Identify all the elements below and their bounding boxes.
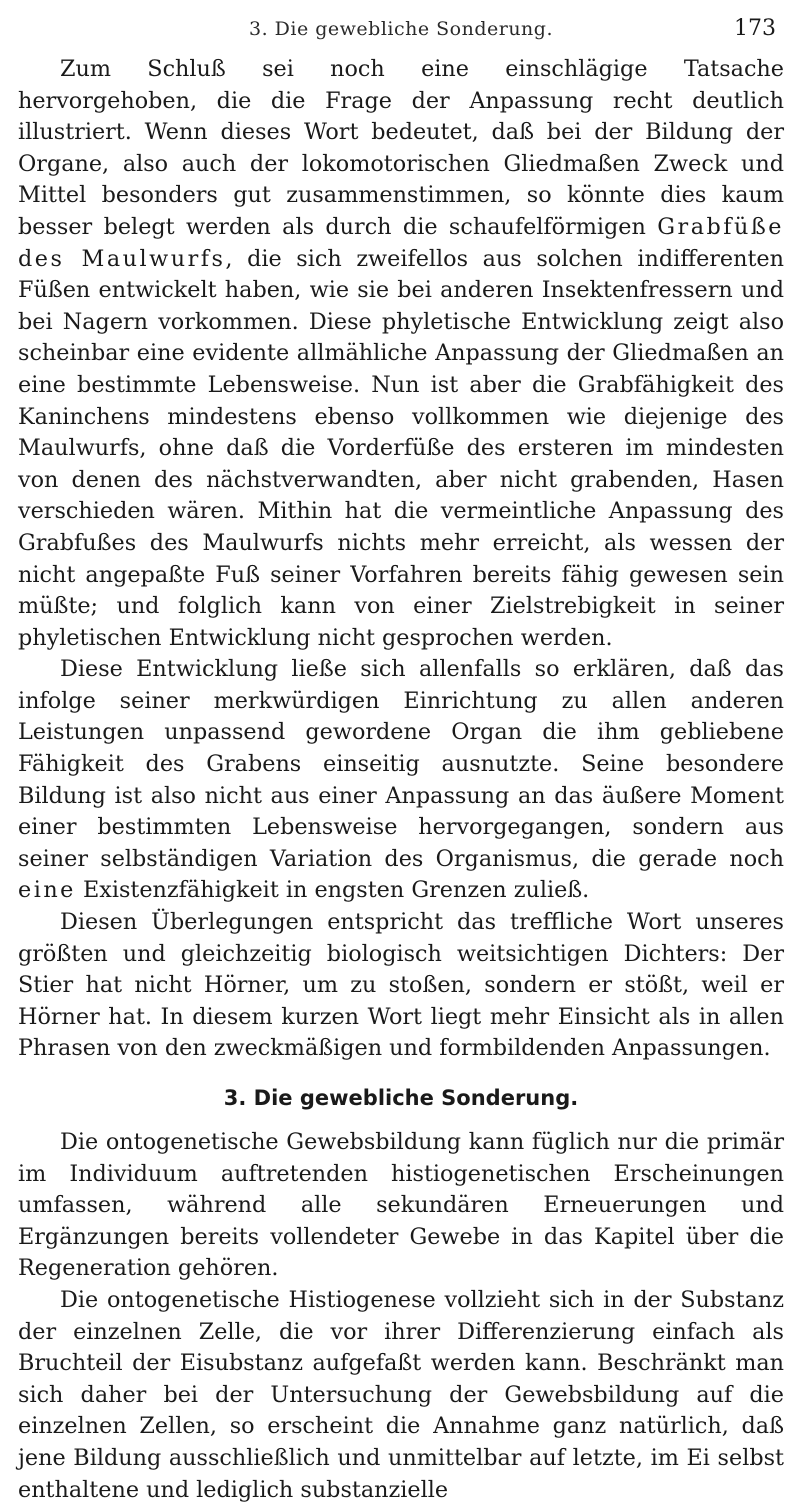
text-segment: Die ontogenetische Histiogenese vollzieht sich in der Substanz der einzelnen Zelle, die vor ihrer Differenzierung einfach als Bruchteil der Eisubstanz aufgefaßt werden kann. Beschränkt man sich daher bei der Untersuchung der Gewebsbildung auf die einzelnen Zellen, so erscheint die Annahme ganz natürlich, daß jene Bildung ausschließlich und unmittelbar auf letzte, im Ei selbst enthaltene und lediglich substanzielle xyxy=(18,1286,784,1503)
text-segment: Die ontogenetische Gewebsbildung kann füglich nur die primär im Individuum auftretenden histiogenetischen Erscheinungen umfassen, während alle sekundären Erneuerungen und Ergänzungen bereits vollendeter Gewebe in das Kapitel über die Regeneration gehören. xyxy=(18,1129,784,1282)
running-header xyxy=(18,14,784,54)
book-page xyxy=(18,14,784,1503)
text-segment: Zum Schluß sei noch eine einschlägige Tatsache hervorgehoben, die die Frage der Anpassung recht deutlich illustriert. Wenn dieses Wort bedeutet, daß bei der Bildung der Organe, also auch der lokomotorischen Gliedmaßen Zweck und Mittel besonders gut zusammenstimmen, so könnte dies kaum besser belegt werden als durch die schaufelförmigen xyxy=(18,56,784,240)
emphasized-text: Grabfüße des Maulwurfs xyxy=(18,213,784,272)
paragraph xyxy=(18,907,784,1065)
running-title: 3. Die gewebliche Sonderung. xyxy=(248,18,553,40)
section-heading: 3. Die gewebliche Sonderung. xyxy=(223,1086,579,1110)
emphasized-text: eine xyxy=(18,877,76,904)
text-segment: Diesen Überlegungen entspricht das treffliche Wort unseres größten und gleichzeitig biologisch weitsichtigen Dichters: Der Stier hat nicht Hörner, um zu stoßen, sondern er stößt, weil er Hörner hat. In diesem kurzen Wort liegt mehr Einsicht als in allen Phrasen von den zweckmäßigen und formbildenden Anpassungen. xyxy=(18,909,784,1062)
text-segment: Diese Entwicklung ließe sich allenfalls so erklären, daß das infolge seiner merkwürdigen Einrichtung zu allen anderen Leistungen unpassend gewordene Organ die ihm gebliebene Fähigkeit des Grabens einseitig ausnutzte. Seine besondere Bildung ist also nicht aus einer Anpassung an das äußere Moment einer bestimmten Lebensweise hervorgegangen, sondern aus seiner selbständigen Variation des Organismus, die gerade noch xyxy=(18,656,784,872)
page-number: 173 xyxy=(734,16,776,41)
body-text-after-section xyxy=(18,1127,784,1506)
paragraph xyxy=(18,1127,784,1285)
paragraph xyxy=(18,54,784,654)
paragraph xyxy=(18,1285,784,1506)
body-text-before-section xyxy=(18,54,784,1065)
text-segment: , die sich zweifellos aus solchen indifferenten Füßen entwickelt haben, wie sie bei anderen Insektenfressern und bei Nagern vorkommen. Diese phyletische Entwicklung zeigt also scheinbar eine evidente allmähliche Anpassung der Gliedmaßen an eine bestimmte Lebensweise. Nun ist aber die Grabfähigkeit des Kaninchens mindestens ebenso vollkommen wie diejenige des Maulwurfs, ohne daß die Vorderfüße des ersteren im mindesten von denen des nächstverwandten, aber nicht grabenden, Hasen verschieden wären. Mithin hat die vermeintliche Anpassung des Grabfußes des Maulwurfs nichts mehr erreicht, als wessen der nicht angepaßte Fuß seiner Vorfahren bereits fähig gewesen sein müßte; und folglich kann von einer Zielstrebigkeit in seiner phyletischen Entwicklung nicht gesprochen werden. xyxy=(18,245,784,651)
paragraph xyxy=(18,654,784,907)
text-segment: Existenzfähigkeit in engsten Grenzen zuließ. xyxy=(75,877,590,904)
